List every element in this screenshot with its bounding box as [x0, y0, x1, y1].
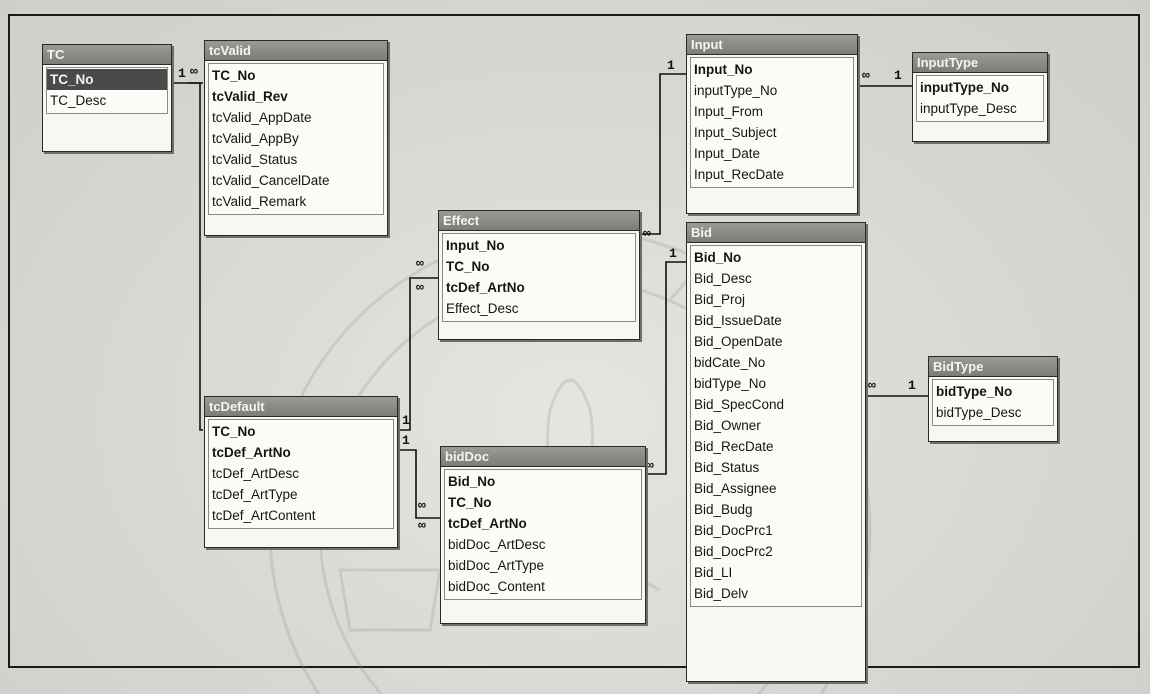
table-biddoc-fields — [444, 469, 642, 600]
table-input[interactable] — [686, 34, 858, 214]
field-tcvalid-tc-no[interactable]: TC_No — [212, 68, 256, 83]
rel-bid-biddoc — [646, 262, 686, 474]
card-input-one: 1 — [667, 58, 675, 73]
field-tcvalid-appby[interactable]: tcValid_AppBy — [212, 131, 299, 146]
field-biddoc-arttype[interactable]: bidDoc_ArtType — [448, 558, 545, 573]
field-bid-li[interactable]: Bid_LI — [694, 565, 733, 580]
table-effect[interactable] — [438, 210, 640, 340]
field-effect-tc-no[interactable]: TC_No — [446, 259, 490, 274]
field-tcdefault-artdesc[interactable]: tcDef_ArtDesc — [212, 466, 300, 481]
card-effect-many-a: ∞ — [416, 256, 424, 271]
card-bid-many: ∞ — [868, 378, 876, 393]
field-bidtype-desc[interactable]: bidType_Desc — [936, 405, 1022, 420]
field-tcvalid-canceldate[interactable]: tcValid_CancelDate — [212, 173, 330, 188]
table-tcvalid-fields — [208, 63, 384, 215]
field-bid-opendate[interactable]: Bid_OpenDate — [694, 334, 783, 349]
table-biddoc[interactable] — [440, 446, 646, 624]
field-effect-desc[interactable]: Effect_Desc — [446, 301, 519, 316]
table-inputtype-fields — [916, 75, 1044, 122]
field-biddoc-content[interactable]: bidDoc_Content — [448, 579, 545, 594]
field-bid-budg[interactable]: Bid_Budg — [694, 502, 753, 517]
rel-tc-tcdefault — [188, 83, 203, 430]
table-tcvalid[interactable] — [204, 40, 388, 236]
card-biddoc-many-b: ∞ — [418, 518, 426, 533]
field-bid-owner[interactable]: Bid_Owner — [694, 418, 761, 433]
field-biddoc-artdesc[interactable]: bidDoc_ArtDesc — [448, 537, 546, 552]
field-inputtype-no[interactable]: inputType_No — [920, 80, 1009, 95]
card-tc-one: 1 — [178, 66, 186, 81]
field-tcvalid-appdate[interactable]: tcValid_AppDate — [212, 110, 312, 125]
field-input-from[interactable]: Input_From — [694, 104, 764, 119]
field-input-subject[interactable]: Input_Subject — [694, 125, 777, 140]
field-bid-docprc2[interactable]: Bid_DocPrc2 — [694, 544, 773, 559]
field-bid-no[interactable]: Bid_No — [694, 250, 742, 265]
card-bid-one: 1 — [669, 246, 677, 261]
card-bidtype-one: 1 — [908, 378, 916, 393]
field-tcvalid-status[interactable]: tcValid_Status — [212, 152, 298, 167]
field-bid-proj[interactable]: Bid_Proj — [694, 292, 746, 307]
field-tcdefault-artcontent[interactable]: tcDef_ArtContent — [212, 508, 316, 523]
card-effect-many-c: ∞ — [643, 226, 651, 241]
field-input-recdate[interactable]: Input_RecDate — [694, 167, 785, 182]
table-tcdefault-title[interactable]: tcDefault — [205, 397, 397, 417]
field-effect-input-no[interactable]: Input_No — [446, 238, 505, 253]
table-effect-fields — [442, 233, 636, 322]
table-input-title[interactable]: Input — [687, 35, 857, 55]
card-inputtype-one: 1 — [894, 68, 902, 83]
field-tcvalid-rev[interactable]: tcValid_Rev — [212, 89, 288, 104]
table-bid-fields — [690, 245, 862, 607]
field-tc-no[interactable]: TC_No — [47, 69, 167, 90]
table-bidtype[interactable] — [928, 356, 1058, 442]
table-inputtype-title[interactable]: InputType — [913, 53, 1047, 73]
table-biddoc-title[interactable]: bidDoc — [441, 447, 645, 467]
table-bid-title[interactable]: Bid — [687, 223, 865, 243]
field-tc-desc[interactable]: TC_Desc — [50, 93, 107, 108]
card-tcdefault-one-a: 1 — [402, 413, 410, 428]
table-tc-fields — [46, 67, 168, 114]
field-input-date[interactable]: Input_Date — [694, 146, 761, 161]
table-tc-title[interactable]: TC — [43, 45, 171, 65]
field-tcdefault-arttype[interactable]: tcDef_ArtType — [212, 487, 298, 502]
field-tcdefault-tc-no[interactable]: TC_No — [212, 424, 256, 439]
rel-tcdefault-effect — [398, 278, 438, 430]
field-inputtype-desc[interactable]: inputType_Desc — [920, 101, 1017, 116]
table-bidtype-fields — [932, 379, 1054, 426]
field-effect-tcdef-artno[interactable]: tcDef_ArtNo — [446, 280, 525, 295]
card-biddoc-many-a: ∞ — [418, 498, 426, 513]
table-input-fields — [690, 57, 854, 188]
table-tcvalid-title[interactable]: tcValid — [205, 41, 387, 61]
field-bid-status[interactable]: Bid_Status — [694, 460, 760, 475]
field-bid-assignee[interactable]: Bid_Assignee — [694, 481, 777, 496]
field-tcdefault-artno[interactable]: tcDef_ArtNo — [212, 445, 291, 460]
table-bidtype-title[interactable]: BidType — [929, 357, 1057, 377]
field-bid-issuedate[interactable]: Bid_IssueDate — [694, 313, 782, 328]
table-inputtype[interactable] — [912, 52, 1048, 142]
field-bid-bidcate-no[interactable]: bidCate_No — [694, 355, 766, 370]
card-effect-many-b: ∞ — [416, 280, 424, 295]
table-tcdefault[interactable] — [204, 396, 398, 548]
card-tcdefault-one-b: 1 — [402, 433, 410, 448]
field-input-inputtype-no[interactable]: inputType_No — [694, 83, 778, 98]
rel-input-effect — [640, 74, 686, 234]
field-biddoc-tc-no[interactable]: TC_No — [448, 495, 492, 510]
field-biddoc-tcdef-artno[interactable]: tcDef_ArtNo — [448, 516, 527, 531]
field-bidtype-no[interactable]: bidType_No — [936, 384, 1013, 399]
table-tcdefault-fields — [208, 419, 394, 529]
card-biddoc-many-c: ∞ — [646, 458, 654, 473]
field-bid-bidtype-no[interactable]: bidType_No — [694, 376, 767, 391]
field-bid-docprc1[interactable]: Bid_DocPrc1 — [694, 523, 773, 538]
field-bid-speccond[interactable]: Bid_SpecCond — [694, 397, 785, 412]
field-bid-desc[interactable]: Bid_Desc — [694, 271, 752, 286]
table-bid[interactable] — [686, 222, 866, 682]
field-bid-recdate[interactable]: Bid_RecDate — [694, 439, 774, 454]
card-input-many: ∞ — [862, 68, 870, 83]
field-tcvalid-remark[interactable]: tcValid_Remark — [212, 194, 307, 209]
field-biddoc-bid-no[interactable]: Bid_No — [448, 474, 496, 489]
card-tcvalid-many: ∞ — [190, 64, 198, 79]
table-tc[interactable] — [42, 44, 172, 152]
field-input-no[interactable]: Input_No — [694, 62, 753, 77]
field-bid-delv[interactable]: Bid_Delv — [694, 586, 749, 601]
table-effect-title[interactable]: Effect — [439, 211, 639, 231]
